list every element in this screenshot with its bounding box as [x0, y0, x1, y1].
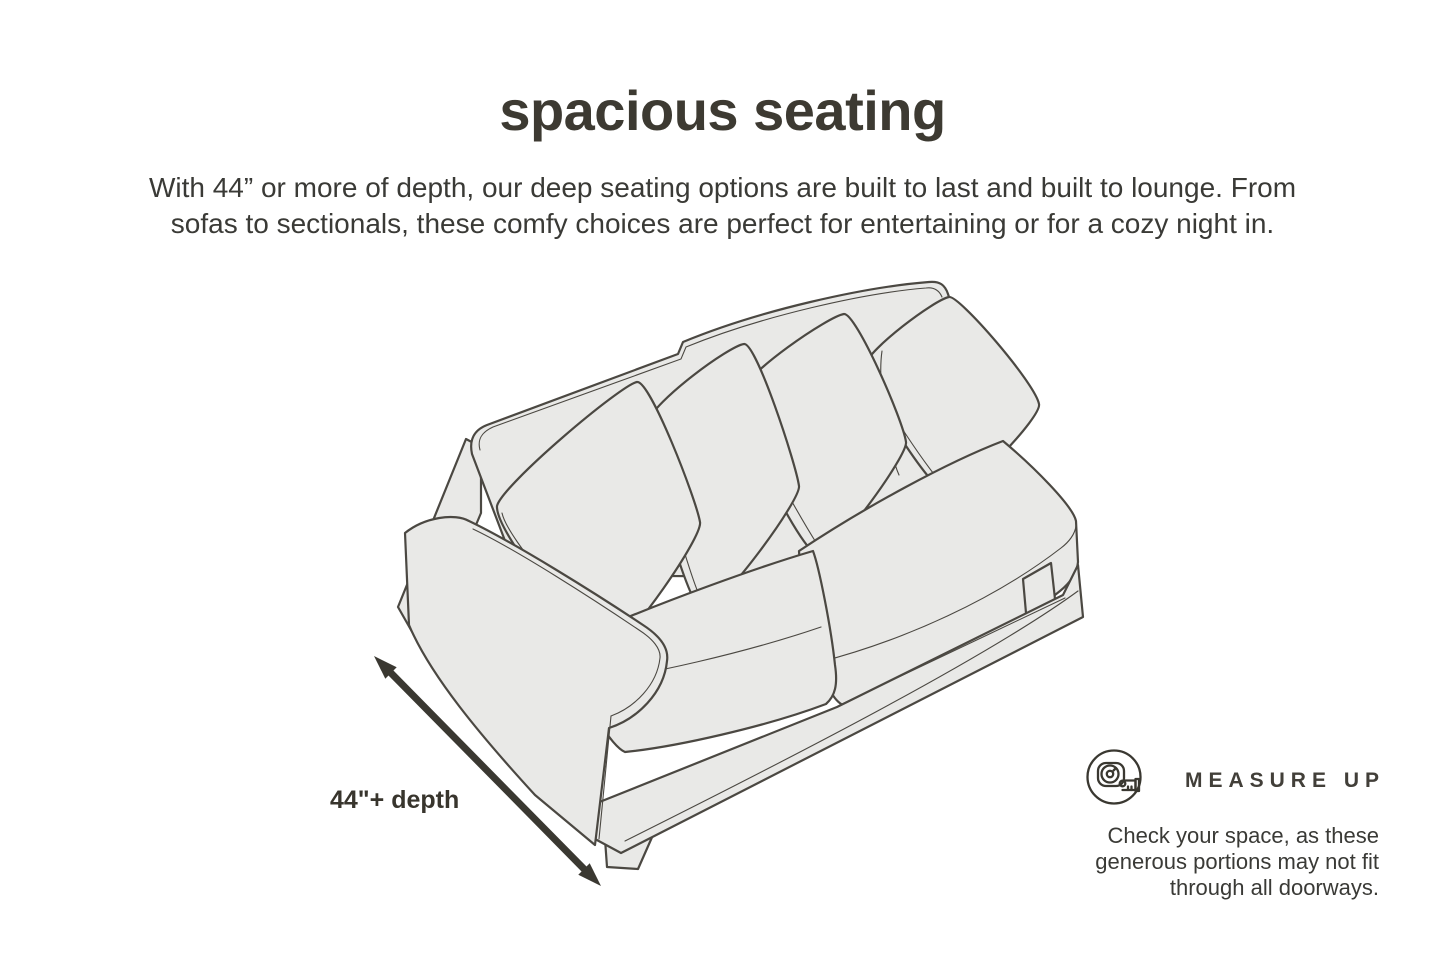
page-title: spacious seating	[499, 79, 946, 142]
measure-up-title: MEASURE UP	[1184, 768, 1385, 792]
double-arrow-icon	[360, 645, 620, 905]
measure-up-note: Check your space, as these generous portions may not fit through all doorways.	[1095, 823, 1379, 900]
intro-text: With 44” or more of depth, our deep seating options are built to last and built to lounge. From sofas to sectionals, these comfy choices are perfect for entertaining or for a cozy night in.	[148, 172, 1297, 239]
tape-measure-icon	[1085, 748, 1145, 813]
depth-arrow	[360, 645, 620, 905]
measure-up-section	[1049, 748, 1385, 901]
depth-label: 44"+ depth	[330, 786, 460, 814]
